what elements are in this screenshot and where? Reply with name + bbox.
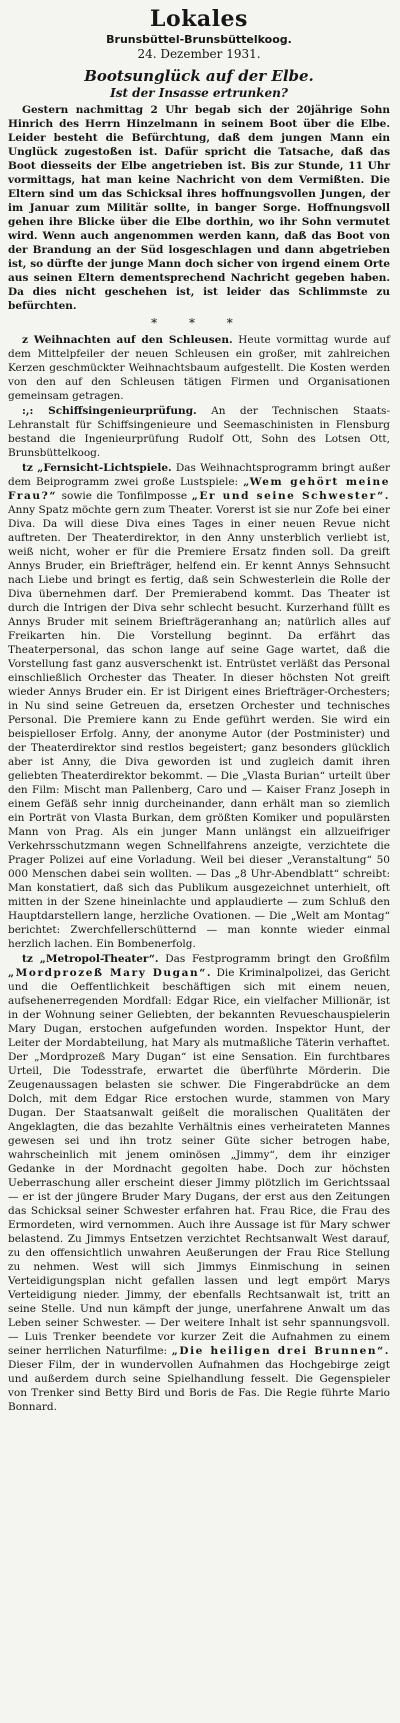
news-item-metropol [8,952,390,1414]
news-item-lead: tz „Metropol-Theater“. [22,953,159,965]
article-body: Gestern nachmittag 2 Uhr begab sich der 20jährige Sohn Hinrich des Herrn Hinzelmann in seinem Boot über die Elbe. Leider besteht die Befürchtung, daß dem jungen Mann ein Unglück zugestoßen ist. Dafür spricht die Tatsache, daß das Boot diesseits der Elbe angetrieben ist. Bis zur Stunde, 11 Uhr vormittags, hat man keine Nachricht von dem Vermißten. Die Eltern sind um das Schicksal ihres hoffnungsvollen Jungen, der im Januar zum Militär sollte, in banger Sorge. Hoffnungsvoll gehen ihre Blicke über die Elbe dorthin, wo ihr Sohn vermutet wird. Wenn auch angenommen werden kann, daß das Boot von der Brandung an der Süd losgeschlagen und dann abgetrieben ist, so dürfte der junge Mann doch sicher von irgend einem Orte aus seinen Eltern dementsprechend Nachricht gegeben haben. Da dies nicht geschehen ist, ist leider das Schlimmste zu befürchten. [8,104,390,312]
article-headline: Bootsunglück auf der Elbe. [84,67,314,85]
news-item-exam [8,404,390,460]
news-item-body: Dieser Film, der in wundervollen Aufnahmen das Hochgebirge zeigt und außerdem durch seine Spielhandlung fesselt. Die Gegenspieler von Trenker sind Betty Bird und Boris de Fas. Die Regie führte Mario Bonnard. [8,1359,390,1413]
masthead [8,6,390,62]
article-boat-accident [8,66,390,313]
film-title: „Wem gehört meine Frau?“ [8,476,390,502]
section-divider: * * * [151,316,247,330]
date-line: 24. Dezember 1931. [137,47,261,61]
news-item-body: Die Kriminalpolizei, das Gericht und die Oeffentlichkeit beschäftigen sich mit einem neuen, aufsehenerregenden Mordfall: Edgar Rice, ein vielfacher Millionär, ist in der Wohnung seiner Geliebten, der bekannten Revueschauspielerin Mary Dugan, erstochen aufgefunden worden. Inspektor Hunt, der Leiter der Mordabteilung, hat Mary als mutmaßliche Täterin verhaftet. Der „Mordprozeß Mary Dugan“ ist eine Sensation. Ein furchtbares Urteil, Die Todesstrafe, erwartet die überführte Mörderin. Die Zeugenaussagen belasten sie schwer. Die Fingerabdrücke an dem Dolch, mit dem Edgar Rice erstochen wurde, stammen von Mary Dugan. Der Staatsanwalt geißelt die moralischen Qualitäten der Angeklagten, die das bezahlte Verhältnis eines verheirateten Mannes gewesen sei und ihn trotz seiner Güte sicher betrogen habe, wahrscheinlich mit jenem ominösen „Jimmy“, dem ihr einziger Gedanke in der Mordnacht gegolten habe. Doch zur höchsten Ueberraschung aller erscheint dieser Jimmy plötzlich im Gerichtssaal — er ist der jüngere Bruder Mary Dugans, der erst aus den Zeitungen das Schicksal seiner Schwester erfahren hat. Frau Rice, die Frau des Ermordeten, wird vernommen. Auch ihre Aussage ist für Mary schwer belastend. Zu Jimmys Entsetzen verzichtet Rechtsanwalt West darauf, zu den offensichtlich unwahren Aeußerungen der Frau Rice Stellung zu nehmen. West will sich Jimmys Einmischung in seinen Verteidigungsplan nicht gefallen lassen und legt empört Marys Verteidigung nieder. Jimmy, der ebenfalls Rechtsanwalt ist, tritt an seine Stelle. Und nun kämpft der junge, unerfahrene Anwalt um das Leben seiner Schwester. — Der weitere Inhalt ist sehr spannungsvoll. — Luis Trenker beendete vor kurzer Zeit die Aufnahmen zu einem seiner herrlichen Naturfilme: [8,967,390,1357]
news-item-body: Das Festprogramm bringt den Großfilm [165,953,390,965]
film-title: „Er und seine Schwester“. [191,490,390,502]
news-item-body: sowie die Tonfilmposse [61,490,188,502]
news-item-body: An der Technischen Staats-Lehranstalt für Schiffsingenieure und Seemaschinisten in Flensburg bestand die Ingenieurprüfung Rudolf Ott, Sohn des Lotsen Ott, Brunsbüttelkoog. [8,405,390,459]
news-item-body: Anny Spatz möchte gern zum Theater. Vorerst ist sie nur Zofe bei einer Diva. Da will diese Diva eines Tages in einer neuen Revue nicht auftreten. Der Theaterdirektor, in den Anny unsterblich verliebt ist, weiß nicht, woher er für die Premiere Ersatz finden soll. Da greift Annys Bruder, ein Briefträger, helfend ein. Er kennt Annys Sehnsucht nach Liebe und bringt es fertig, daß sein Schwesterlein die Rolle der Diva übernehmen darf. Der Premierabend kommt. Das Theater ist durch die Intrigen der Diva sehr schlecht besucht. Kurzerhand füllt es Annys Bruder mit seinem Briefträgeranhang an; natürlich alles auf Freikarten hin. Die Vorstellung beginnt. Da erfährt das Theaterpersonal, das schon lange auf seine Gage wartet, daß die Vorstellung fast ganz ausverschenkt ist. Entrüstet verläßt das Personal einschließlich Orchester das Theater. In dieser höchsten Not greift wieder Annys Bruder ein. Er ist Dirigent eines Briefträger-Orchesters; in Nu sind seine Getreuen da, ersetzen Orchester und technisches Personal. Die Premiere kann zu Ende geführt werden. Sie wird ein beispielloser Erfolg. Anny, der anonyme Autor (der Postminister) und der Theaterdirektor sind restlos begeistert; ganz besonders glücklich aber ist Anny, die Diva geworden ist und zugleich damit ihren geliebten Theaterdirektor bekommt. — Die „Vlasta Burian“ urteilt über den Film: Mischt man Pallenberg, Caro und — Kaiser Franz Joseph in einem Gefäß sehr innig durcheinander, dann erhält man so ziemlich ein Porträt von Vlasta Burkan, dem größten Komiker und populärsten Mann von Prag. Als ein junger Mann unlängst ein allzueifriger Verkehrsschutzmann wegen Schnellfahrens anzeigte, verzichtete die Prager Polizei auf eine Vorladung. Weil bei dieser „Veranstaltung“ 50 000 Menschen dabei sein wollten. — Das „8 Uhr-Abendblatt“ schreibt: Man konstatiert, daß sich das Publikum ausgezeichnet unterhielt, oft mitten in der Szene hineinlachte und applaudierte — zum Schluß den Hauptdarstellern lange, herzliche Ovationen. — Die „Welt am Montag“ berichtet: Zwerchfellerschütternd — man konnte wieder einmal herzlich lachen. Ein Bombenerfolg. [8,504,390,950]
news-item-body: Heute vormittag wurde auf dem Mittelpfeiler der neuen Schleusen ein großer, mit zahlreichen Kerzen geschmückter Weihnachtsbaum aufgestellt. Die Kosten werden von den auf den Schleusen tätigen Firmen und Organisationen gemeinsam getragen. [8,334,391,402]
news-item-lead: tz „Fernsicht-Lichtspiele. [22,462,172,474]
news-item-fernsicht [8,461,390,951]
news-item-lead: z Weihnachten auf den Schleusen. [22,334,233,346]
news-item-christmas [8,333,390,403]
news-item-lead: :,: Schiffsingenieurprüfung. [22,405,197,417]
news-item-body: Das Weihnachtsprogramm bringt außer dem Beiprogramm zwei große Lustspiele: [8,462,391,488]
section-title: Lokales [150,6,248,32]
film-title: „Mordprozeß Mary Dugan“. [8,967,213,979]
article-subheadline: Ist der Insasse ertrunken? [110,86,288,100]
place-line: Brunsbüttel-Brunsbüttelkoog. [106,33,292,46]
film-title: „Die heiligen drei Brunnen“. [171,1345,390,1357]
